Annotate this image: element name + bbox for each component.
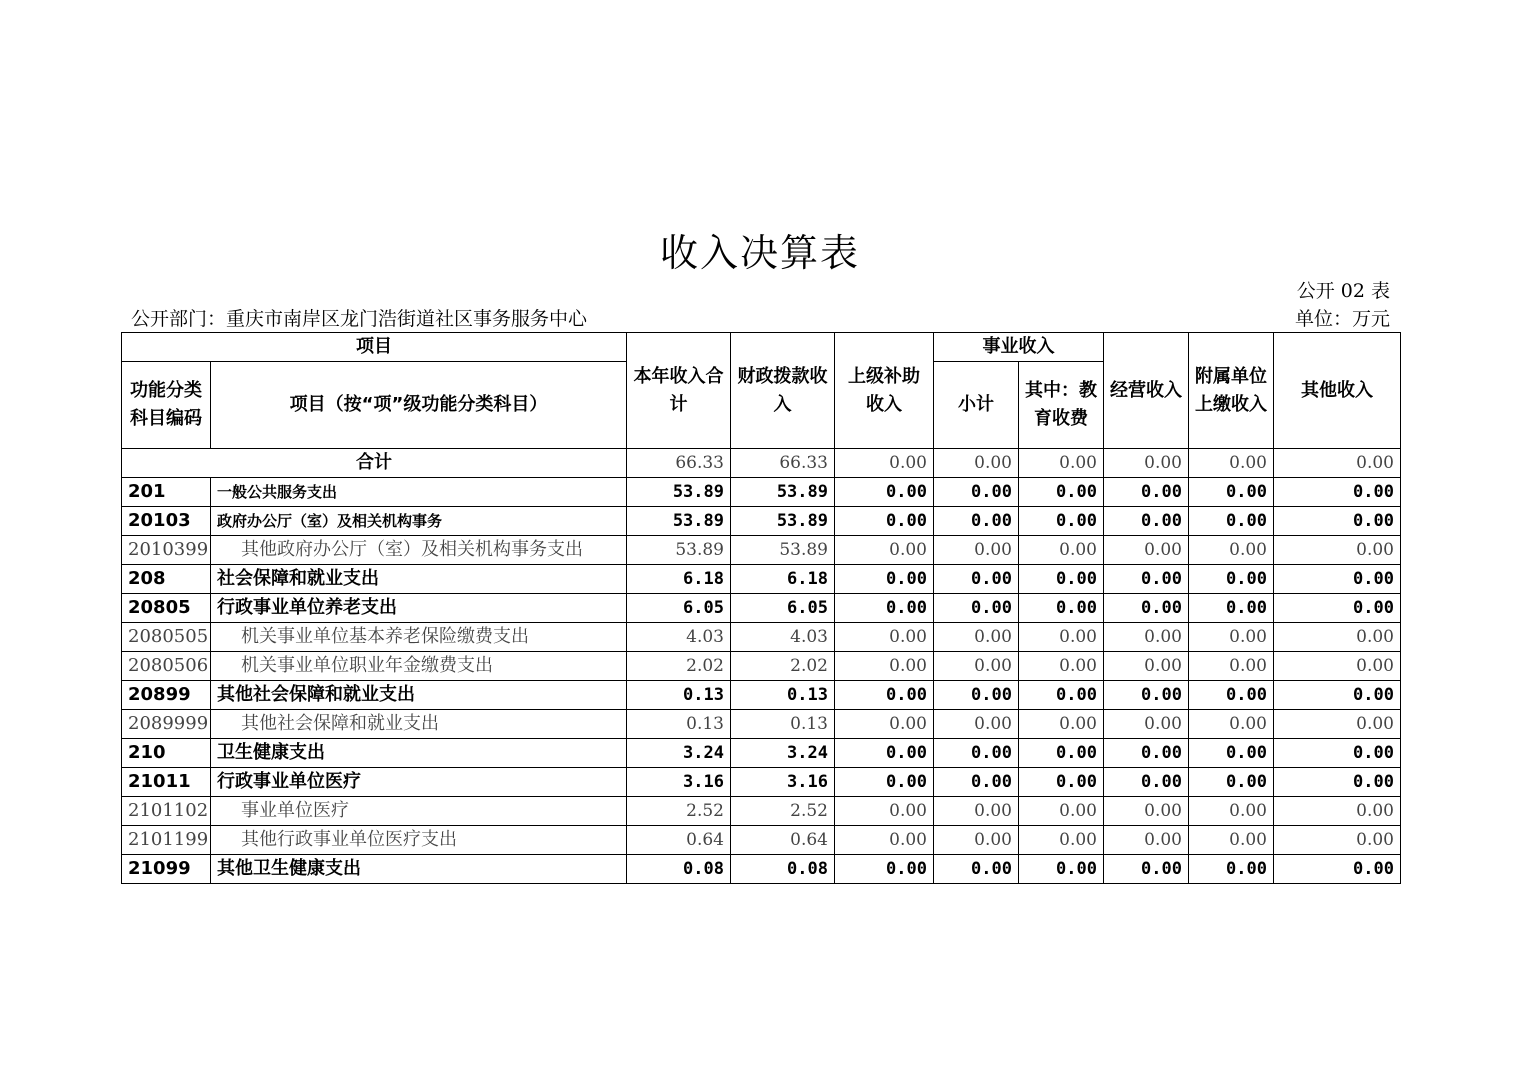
row-value: 0.00 — [1104, 826, 1189, 855]
row-value: 0.00 — [835, 652, 934, 681]
row-value: 4.03 — [627, 623, 731, 652]
row-name: 政府办公厅（室）及相关机构事务 — [211, 507, 627, 536]
row-value: 0.00 — [835, 565, 934, 594]
row-value: 0.00 — [1274, 594, 1401, 623]
header-education: 其中：教育收费 — [1019, 362, 1104, 449]
row-value: 53.89 — [627, 507, 731, 536]
row-value: 0.00 — [1104, 565, 1189, 594]
row-value: 0.08 — [731, 855, 835, 884]
row-value: 0.00 — [1274, 652, 1401, 681]
row-value: 6.18 — [731, 565, 835, 594]
table-row — [122, 594, 1401, 623]
row-value: 0.00 — [934, 739, 1019, 768]
row-code: 2089999 — [122, 710, 211, 739]
row-value: 0.00 — [1189, 652, 1274, 681]
row-name: 机关事业单位职业年金缴费支出 — [211, 652, 627, 681]
row-value: 0.00 — [1104, 710, 1189, 739]
row-value: 53.89 — [627, 536, 731, 565]
total-value: 0.00 — [934, 449, 1019, 478]
row-name: 其他社会保障和就业支出 — [211, 710, 627, 739]
table-body — [122, 449, 1401, 884]
row-value: 0.00 — [934, 681, 1019, 710]
row-value: 0.00 — [1189, 594, 1274, 623]
row-value: 0.00 — [1104, 652, 1189, 681]
row-value: 0.00 — [1019, 565, 1104, 594]
row-value: 0.00 — [934, 768, 1019, 797]
header-business: 事业收入 — [934, 333, 1104, 362]
row-value: 0.00 — [835, 710, 934, 739]
row-value: 6.05 — [627, 594, 731, 623]
row-value: 0.00 — [1189, 623, 1274, 652]
row-name: 行政事业单位养老支出 — [211, 594, 627, 623]
row-value: 0.00 — [1104, 507, 1189, 536]
row-name: 其他社会保障和就业支出 — [211, 681, 627, 710]
row-value: 0.00 — [1019, 768, 1104, 797]
row-value: 0.00 — [1104, 594, 1189, 623]
row-value: 0.00 — [1019, 507, 1104, 536]
row-value: 4.03 — [731, 623, 835, 652]
row-value: 0.00 — [1104, 855, 1189, 884]
row-code: 2080506 — [122, 652, 211, 681]
row-value: 0.00 — [835, 681, 934, 710]
row-value: 0.00 — [1019, 478, 1104, 507]
row-value: 3.16 — [627, 768, 731, 797]
row-code: 21011 — [122, 768, 211, 797]
row-code: 2101102 — [122, 797, 211, 826]
department-label: 公开部门：重庆市南岸区龙门浩街道社区事务服务中心 — [131, 308, 588, 330]
row-name: 其他行政事业单位医疗支出 — [211, 826, 627, 855]
header-item: 项目（按“项”级功能分类科目） — [211, 362, 627, 449]
row-value: 3.24 — [627, 739, 731, 768]
header-superior: 上级补助收入 — [835, 333, 934, 449]
total-value: 66.33 — [627, 449, 731, 478]
row-value: 53.89 — [627, 478, 731, 507]
row-value: 0.00 — [1189, 855, 1274, 884]
total-value: 0.00 — [835, 449, 934, 478]
row-value: 0.00 — [835, 507, 934, 536]
total-value: 0.00 — [1189, 449, 1274, 478]
row-value: 0.00 — [835, 739, 934, 768]
table-row — [122, 826, 1401, 855]
header-subtotal: 小计 — [934, 362, 1019, 449]
header-project: 项目 — [122, 333, 627, 362]
row-value: 0.00 — [934, 797, 1019, 826]
row-value: 0.00 — [1019, 710, 1104, 739]
total-label: 合计 — [122, 449, 627, 478]
row-value: 2.02 — [627, 652, 731, 681]
row-value: 53.89 — [731, 536, 835, 565]
row-value: 0.00 — [1274, 739, 1401, 768]
total-row — [122, 449, 1401, 478]
row-value: 0.00 — [934, 855, 1019, 884]
row-value: 0.00 — [835, 478, 934, 507]
header-fiscal: 财政拨款收入 — [731, 333, 835, 449]
row-value: 0.00 — [1019, 681, 1104, 710]
row-value: 0.00 — [835, 768, 934, 797]
row-value: 6.05 — [731, 594, 835, 623]
table-row — [122, 536, 1401, 565]
table-row — [122, 565, 1401, 594]
row-value: 0.00 — [934, 826, 1019, 855]
row-value: 0.00 — [934, 478, 1019, 507]
table-row — [122, 855, 1401, 884]
row-value: 0.00 — [1274, 536, 1401, 565]
row-value: 0.13 — [627, 681, 731, 710]
row-value: 0.00 — [1019, 623, 1104, 652]
row-value: 0.00 — [1274, 855, 1401, 884]
row-value: 0.00 — [1189, 681, 1274, 710]
row-value: 0.00 — [934, 594, 1019, 623]
header-affiliated: 附属单位上缴收入 — [1189, 333, 1274, 449]
row-value: 0.00 — [1189, 826, 1274, 855]
row-value: 0.00 — [1274, 507, 1401, 536]
table-row — [122, 478, 1401, 507]
row-value: 0.00 — [1189, 739, 1274, 768]
income-table — [121, 332, 1401, 884]
row-value: 0.00 — [1104, 797, 1189, 826]
row-value: 0.00 — [1189, 478, 1274, 507]
row-value: 2.02 — [731, 652, 835, 681]
row-code: 208 — [122, 565, 211, 594]
row-value: 0.00 — [934, 652, 1019, 681]
row-value: 0.00 — [1104, 768, 1189, 797]
row-value: 2.52 — [627, 797, 731, 826]
total-value: 0.00 — [1104, 449, 1189, 478]
row-value: 0.00 — [1274, 826, 1401, 855]
table-row — [122, 507, 1401, 536]
row-value: 0.00 — [835, 623, 934, 652]
table-row — [122, 623, 1401, 652]
table-row — [122, 652, 1401, 681]
row-code: 2080505 — [122, 623, 211, 652]
row-code: 20805 — [122, 594, 211, 623]
row-value: 2.52 — [731, 797, 835, 826]
row-value: 0.00 — [1019, 594, 1104, 623]
row-value: 0.00 — [1274, 478, 1401, 507]
row-value: 0.00 — [1274, 710, 1401, 739]
header-total-income: 本年收入合计 — [627, 333, 731, 449]
row-name: 社会保障和就业支出 — [211, 565, 627, 594]
row-value: 0.00 — [934, 536, 1019, 565]
table-row — [122, 739, 1401, 768]
row-value: 3.24 — [731, 739, 835, 768]
row-name: 事业单位医疗 — [211, 797, 627, 826]
row-value: 0.00 — [1274, 565, 1401, 594]
row-name: 机关事业单位基本养老保险缴费支出 — [211, 623, 627, 652]
row-code: 2010399 — [122, 536, 211, 565]
row-value: 0.00 — [1104, 536, 1189, 565]
row-value: 0.00 — [1019, 797, 1104, 826]
row-name: 其他政府办公厅（室）及相关机构事务支出 — [211, 536, 627, 565]
row-value: 6.18 — [627, 565, 731, 594]
row-value: 0.00 — [934, 623, 1019, 652]
row-value: 0.00 — [1274, 768, 1401, 797]
row-value: 0.00 — [1189, 536, 1274, 565]
row-code: 21099 — [122, 855, 211, 884]
row-value: 3.16 — [731, 768, 835, 797]
row-code: 20103 — [122, 507, 211, 536]
row-value: 0.13 — [627, 710, 731, 739]
row-value: 0.00 — [1189, 565, 1274, 594]
row-code: 2101199 — [122, 826, 211, 855]
row-value: 0.00 — [1019, 652, 1104, 681]
row-value: 0.64 — [731, 826, 835, 855]
total-value: 66.33 — [731, 449, 835, 478]
table-row — [122, 710, 1401, 739]
row-code: 20899 — [122, 681, 211, 710]
total-value: 0.00 — [1274, 449, 1401, 478]
row-value: 0.00 — [1104, 739, 1189, 768]
row-value: 53.89 — [731, 478, 835, 507]
page-title: 收入决算表 — [659, 231, 860, 275]
row-value: 0.08 — [627, 855, 731, 884]
row-value: 0.00 — [934, 507, 1019, 536]
row-value: 0.00 — [835, 826, 934, 855]
row-name: 行政事业单位医疗 — [211, 768, 627, 797]
row-value: 0.00 — [934, 565, 1019, 594]
row-value: 0.00 — [1189, 507, 1274, 536]
header-code: 功能分类科目编码 — [122, 362, 211, 449]
header-operating: 经营收入 — [1104, 333, 1189, 449]
row-value: 0.00 — [1274, 623, 1401, 652]
row-value: 0.64 — [627, 826, 731, 855]
row-code: 201 — [122, 478, 211, 507]
row-value: 0.00 — [835, 797, 934, 826]
row-name: 一般公共服务支出 — [211, 478, 627, 507]
row-value: 0.00 — [1274, 797, 1401, 826]
row-name: 其他卫生健康支出 — [211, 855, 627, 884]
total-value: 0.00 — [1019, 449, 1104, 478]
row-code: 210 — [122, 739, 211, 768]
row-value: 0.13 — [731, 681, 835, 710]
row-value: 0.00 — [1104, 681, 1189, 710]
row-value: 0.13 — [731, 710, 835, 739]
table-row — [122, 768, 1401, 797]
row-value: 53.89 — [731, 507, 835, 536]
header-other: 其他收入 — [1274, 333, 1401, 449]
row-value: 0.00 — [934, 710, 1019, 739]
row-value: 0.00 — [835, 536, 934, 565]
table-row — [122, 681, 1401, 710]
row-value: 0.00 — [835, 855, 934, 884]
row-value: 0.00 — [1104, 478, 1189, 507]
table-row — [122, 797, 1401, 826]
row-value: 0.00 — [1019, 536, 1104, 565]
unit-label: 单位：万元 — [1294, 308, 1390, 330]
row-value: 0.00 — [1019, 739, 1104, 768]
row-value: 0.00 — [1189, 768, 1274, 797]
row-value: 0.00 — [1189, 710, 1274, 739]
row-value: 0.00 — [1019, 855, 1104, 884]
row-value: 0.00 — [1189, 797, 1274, 826]
row-value: 0.00 — [1019, 826, 1104, 855]
table-header — [122, 333, 1401, 449]
row-value: 0.00 — [1104, 623, 1189, 652]
form-number: 公开 02 表 — [1296, 280, 1390, 302]
row-name: 卫生健康支出 — [211, 739, 627, 768]
row-value: 0.00 — [1274, 681, 1401, 710]
row-value: 0.00 — [835, 594, 934, 623]
